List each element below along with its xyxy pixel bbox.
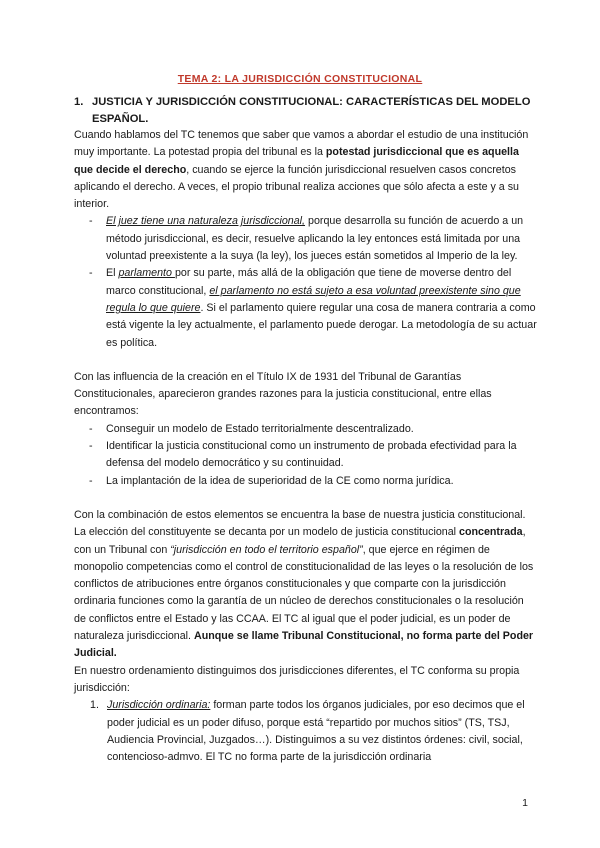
paragraph-ordenamiento: En nuestro ordenamiento distinguimos dos jurisdicciones diferentes, el TC conforma su propia jurisdicción: — [74, 664, 520, 694]
bullet-list-juez-parlamento — [74, 213, 538, 351]
section-heading — [74, 94, 542, 128]
section-heading-text: JUSTICIA Y JURISDICCIÓN CONSTITUCIONAL: CARACTERÍSTICAS DEL MODELO ESPAÑOL. — [92, 96, 531, 125]
spacer — [74, 352, 538, 369]
emphasis-text: el parlamento no está sujeto a esa voluntad preexistente sino que regula lo que quiere — [106, 284, 521, 314]
bold-text: potestad jurisdiccional que es aquella que decide el derecho — [74, 146, 519, 176]
emphasis-text: El juez tiene una naturaleza jurisdiccional, — [106, 215, 306, 228]
list-item-text: El — [106, 267, 119, 280]
list-item — [74, 213, 538, 265]
list-item-text: por su parte, más allá de la obligación que tiene de moverse dentro del marco constitucional, — [106, 267, 512, 297]
emphasis-text: parlamento — [118, 267, 175, 280]
list-item — [74, 265, 538, 351]
paragraph-intro — [74, 127, 538, 213]
italic-quote: “jurisdicción en todo el territorio español” — [170, 543, 363, 556]
paragraph-influencia: Con las influencia de la creación en el Título IX de 1931 del Tribunal de Garantías Constitucionales, aparecieron grandes razones para la justicia constitucional, entre ellas encontramos: — [74, 370, 492, 418]
list-item: - Identificar la justicia constitucional como un instrumento de probada efectividad para la defensa del modelo democrático y su continuidad. — [74, 438, 538, 473]
paragraph-text: , con un Tribunal con — [74, 526, 526, 556]
list-item: - La implantación de la idea de superioridad de la CE como norma jurídica. — [74, 473, 538, 490]
paragraph-text: , cuando se ejerce la función jurisdiccional resuelven casos concretos aplicando el derecho. A veces, el propio tribunal realiza acciones que sólo afecta a este y a su interior. — [74, 163, 519, 211]
document-title: TEMA 2: LA JURISDICCIÓN CONSTITUCIONAL — [177, 73, 423, 85]
bold-text: concentrada — [459, 526, 523, 539]
list-number: 1. — [90, 699, 99, 712]
paragraph-text: Con la combinación de estos elementos se encuentra la base de nuestra justicia constitucional. La elección del constituyente se decanta por un modelo de justicia constitucional — [74, 508, 526, 539]
bold-text: Aunque se llame Tribunal Constitucional, no forma parte del Poder Judicial. — [74, 630, 534, 660]
numbered-list-jurisdicciones — [74, 697, 538, 766]
list-item-text: . Si el parlamento quiere regular una cosa de manera contraria a como está vigente la ley actualmente, el parlamento puede derogar. La metodología de su actuar es política. — [106, 301, 537, 349]
list-item-text: forman parte todos los órganos judiciales, por eso decimos que el poder judicial es un poder difuso, porque está “repartido por muchos sitios” (TS, TSJ, Audiencia Provincial, Juzgados…). Distinguimos a su vez distintos órdenes: civil, social, contencioso-admvo. El TC no forma parte de la jurisdicción ordinaria — [107, 699, 525, 764]
emphasis-text: Jurisdicción ordinaria: — [107, 699, 211, 712]
list-item-text: porque desarrolla su función de acuerdo a un método jurisdiccional, es decir, resuelve aplicando la ley entonces está limitada por una voluntad preexistente a la suya (la ley), los jueces están sometidos al Imperio de la ley. — [106, 215, 524, 263]
list-item: - Conseguir un modelo de Estado territorialmente descentralizado. — [74, 421, 538, 438]
page-number: 1 — [522, 797, 528, 809]
paragraph-combinacion — [74, 507, 538, 663]
bullet-list-razones — [74, 421, 538, 490]
spacer — [74, 490, 538, 507]
paragraph-text: Cuando hablamos del TC tenemos que saber que vamos a abordar el estudio de una institución muy importante. La potestad propia del tribunal es la — [74, 129, 529, 159]
section-number: 1. — [74, 96, 84, 108]
document-body — [74, 127, 538, 766]
list-item — [74, 697, 538, 766]
paragraph-text: , que ejerce en régimen de monopolio competencias como el control de constitucionalidad de las leyes o la resolución de los conflictos de atribuciones entre órganos constitucionales y que comparte con la jurisdicción ordinaria funciones como la garantía de un núcleo de derechos constitucionales o la resolución de conflictos entre el Estado y las CCAA. El TC al igual que el poder judicial, es un poder de naturaleza jurisdiccional. — [74, 543, 534, 643]
